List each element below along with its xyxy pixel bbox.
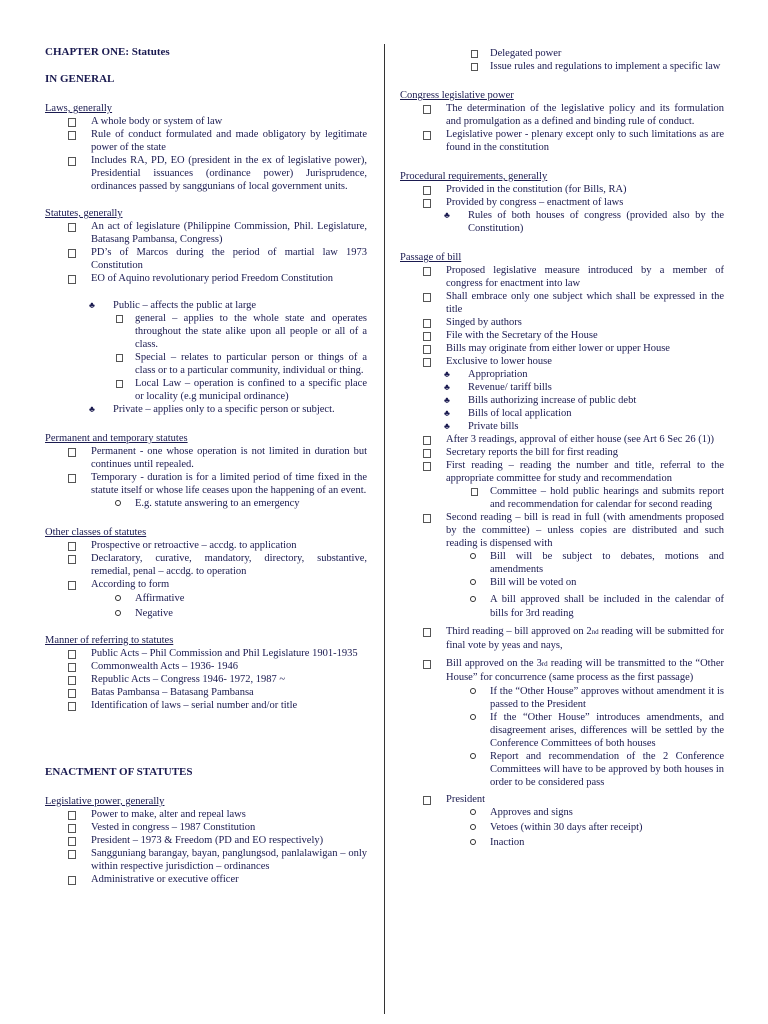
square-bullet-icon: [68, 448, 76, 457]
column-divider: [384, 44, 385, 1014]
list-item: Approves and signs: [400, 806, 724, 819]
list-item: Bills may originate from either lower or upper House: [400, 342, 724, 355]
list-item: EO of Aquino revolutionary period Freedom Constitution: [45, 272, 367, 285]
square-bullet-icon: [423, 186, 431, 195]
square-bullet-icon: [423, 796, 431, 805]
list-item: Public Acts – Phil Commission and Phil Legislature 1901-1935: [45, 647, 367, 660]
club-bullet-icon: ♣: [444, 382, 450, 392]
list-item: Second reading – bill is read in full (with amendments proposed by the committee) – unless copies are distributed and such reading is dispensed with: [400, 511, 724, 550]
club-bullet-icon: ♣: [89, 300, 95, 310]
list-item: ♣ Revenue/ tariff bills: [444, 382, 552, 393]
list-item: First reading – reading the number and title, referral to the appropriate committee for study and recommendation: [400, 459, 724, 485]
list-item: Identification of laws – serial number and/or title: [45, 699, 367, 712]
list-item: Includes RA, PD, EO (president in the ex of legislative power), Presidential issuances (ordinance power) Jurisprudence, ordinances passed by sanggunians of local government units.: [45, 154, 367, 193]
list-item: Vetoes (within 30 days after receipt): [400, 821, 724, 834]
list-item: Third reading – bill approved on 2nd reading will be submitted for final vote by yeas and nays,: [400, 625, 724, 653]
list-item: ♣ Rules of both houses of congress (provided also by the Constitution): [444, 210, 724, 234]
square-bullet-icon: [423, 628, 431, 637]
circle-bullet-icon: [470, 596, 476, 602]
square-bullet-icon: [423, 514, 431, 523]
square-bullet-icon: [423, 267, 431, 276]
square-bullet-icon: [68, 542, 76, 551]
circle-bullet-icon: [470, 809, 476, 815]
square-bullet-icon: [423, 449, 431, 458]
list-item: Report and recommendation of the 2 Conference Committees will have to be approved by both houses in order to be considered pass: [400, 750, 724, 789]
list-item: ♣ Public – affects the public at large: [89, 300, 257, 311]
chapter-title: CHAPTER ONE: Statutes: [45, 46, 170, 58]
list-item: ♣ Private – applies only to a specific person or subject.: [89, 404, 335, 415]
square-bullet-icon: [68, 555, 76, 564]
list-item: ♣ Private bills: [444, 421, 519, 432]
square-bullet-icon: [68, 702, 76, 711]
square-bullet-icon: [68, 663, 76, 672]
list-item: President: [400, 793, 724, 806]
square-bullet-icon: [68, 650, 76, 659]
list-item: E.g. statute answering to an emergency: [45, 497, 367, 510]
circle-bullet-icon: [115, 500, 121, 506]
square-bullet-icon: [68, 811, 76, 820]
square-bullet-icon: [423, 462, 431, 471]
club-bullet-icon: ♣: [444, 210, 450, 220]
congress-power-list: [400, 102, 724, 154]
list-item: If the “Other House” approves without amendment it is passed to the President: [400, 685, 724, 711]
left-column: [45, 40, 367, 886]
legislative-power-list: [45, 808, 367, 886]
square-bullet-icon: [423, 131, 431, 140]
list-item: Power to make, alter and repeal laws: [45, 808, 367, 821]
statutes-generally-heading: Statutes, generally: [45, 208, 123, 219]
list-item: Batas Pambansa – Batasang Pambansa: [45, 686, 367, 699]
passage-list: [400, 264, 724, 849]
list-item: Negative: [45, 607, 367, 620]
list-item: File with the Secretary of the House: [400, 329, 724, 342]
list-item: Administrative or executive officer: [45, 873, 367, 886]
square-bullet-icon: [423, 660, 431, 669]
list-item: Permanent - one whose operation is not limited in duration but continues until repealed.: [45, 445, 367, 471]
list-item: Secretary reports the bill for first reading: [400, 446, 724, 459]
circle-bullet-icon: [470, 553, 476, 559]
square-bullet-icon: [423, 105, 431, 114]
square-bullet-icon: [68, 118, 76, 127]
list-item: Special – relates to particular person or things of a class or to a particular community, individual or thing.: [45, 351, 367, 377]
list-item: Sangguniang barangay, bayan, panglungsod, panlalawigan – only within respective jurisdiction – ordinances: [45, 847, 367, 873]
club-bullet-icon: ♣: [444, 369, 450, 379]
list-item: PD’s of Marcos during the period of martial law 1973 Constitution: [45, 246, 367, 272]
list-item: Delegated power: [400, 47, 724, 60]
square-bullet-icon: [471, 488, 478, 496]
list-item: Temporary - duration is for a limited period of time fixed in the statute itself or whose life ceases upon the happening of an event.: [45, 471, 367, 497]
square-bullet-icon: [68, 850, 76, 859]
square-bullet-icon: [68, 474, 76, 483]
list-item: Commonwealth Acts – 1936- 1946: [45, 660, 367, 673]
square-bullet-icon: [116, 380, 123, 388]
list-item: Bill will be subject to debates, motions and amendments: [400, 550, 724, 576]
square-bullet-icon: [68, 876, 76, 885]
public-private-list: [45, 299, 367, 416]
square-bullet-icon: [68, 223, 76, 232]
square-bullet-icon: [471, 63, 478, 71]
square-bullet-icon: [116, 354, 123, 362]
circle-bullet-icon: [115, 595, 121, 601]
list-item: Affirmative: [45, 592, 367, 605]
circle-bullet-icon: [470, 839, 476, 845]
square-bullet-icon: [68, 689, 76, 698]
manner-referring-heading: Manner of referring to statutes: [45, 635, 174, 646]
laws-generally-heading: Laws, generally: [45, 103, 113, 114]
list-item: Bill approved on the 3rd reading will be transmitted to the “Other House” for concurrence (same process as the first passage): [400, 657, 724, 685]
list-item: Vested in congress – 1987 Constitution: [45, 821, 367, 834]
in-general-heading: IN GENERAL: [45, 73, 115, 85]
circle-bullet-icon: [470, 824, 476, 830]
circle-bullet-icon: [470, 579, 476, 585]
club-bullet-icon: ♣: [444, 395, 450, 405]
square-bullet-icon: [68, 249, 76, 258]
other-classes-list: [45, 539, 367, 620]
list-item: general – applies to the whole state and operates throughout the state alike upon all people or all of a class.: [45, 312, 367, 351]
list-item: President – 1973 & Freedom (PD and EO respectively): [45, 834, 367, 847]
list-item: After 3 readings, approval of either house (see Art 6 Sec 26 (1)): [400, 433, 724, 446]
statutes-generally-list: [45, 220, 367, 285]
circle-bullet-icon: [470, 714, 476, 720]
list-item: If the “Other House” introduces amendments, and disagreement arises, differences will be settled by the Conference Committees of both houses: [400, 711, 724, 750]
list-item: According to form: [45, 578, 367, 591]
list-item: A bill approved shall be included in the calendar of bills for 3rd reading: [400, 593, 724, 621]
list-item: Republic Acts – Congress 1946- 1972, 1987 ~: [45, 673, 367, 686]
square-bullet-icon: [423, 358, 431, 367]
club-bullet-icon: ♣: [444, 408, 450, 418]
list-item: Exclusive to lower house: [400, 355, 724, 368]
circle-bullet-icon: [470, 688, 476, 694]
list-item: Legislative power - plenary except only to such limitations as are found in the constitution: [400, 128, 724, 154]
square-bullet-icon: [423, 199, 431, 208]
square-bullet-icon: [471, 50, 478, 58]
square-bullet-icon: [68, 275, 76, 284]
club-bullet-icon: ♣: [89, 404, 95, 414]
list-item: Local Law – operation is confined to a specific place or locality (e.g municipal ordinance): [45, 377, 367, 403]
list-item: Issue rules and regulations to implement a specific law: [400, 60, 724, 73]
congress-power-heading: Congress legislative power: [400, 90, 514, 101]
club-bullet-icon: ♣: [444, 421, 450, 431]
square-bullet-icon: [68, 581, 76, 590]
list-item: Provided in the constitution (for Bills, RA): [400, 183, 724, 196]
square-bullet-icon: [68, 676, 76, 685]
square-bullet-icon: [423, 293, 431, 302]
square-bullet-icon: [68, 157, 76, 166]
list-item: Shall embrace only one subject which shall be expressed in the title: [400, 290, 724, 316]
list-item: ♣ Bills of local application: [444, 408, 572, 419]
square-bullet-icon: [423, 345, 431, 354]
procedural-heading: Procedural requirements, generally: [400, 171, 548, 182]
list-item: Proposed legislative measure introduced by a member of congress for enactment into law: [400, 264, 724, 290]
permanent-temporary-list: [45, 445, 367, 510]
list-item: The determination of the legislative policy and its formulation and promulgation as a defined and binding rule of conduct.: [400, 102, 724, 128]
square-bullet-icon: [423, 319, 431, 328]
square-bullet-icon: [68, 131, 76, 140]
circle-bullet-icon: [115, 610, 121, 616]
manner-referring-list: [45, 647, 367, 712]
list-item: ♣ Bills authorizing increase of public debt: [444, 395, 637, 406]
delegated-list: [400, 47, 724, 73]
list-item: An act of legislature (Philippine Commission, Phil. Legislature, Batasang Pambansa, Congress): [45, 220, 367, 246]
list-item: Rule of conduct formulated and made obligatory by legitimate power of the state: [45, 128, 367, 154]
list-item: Declaratory, curative, mandatory, directory, substantive, remedial, penal – accdg. to operation: [45, 552, 367, 578]
circle-bullet-icon: [470, 753, 476, 759]
procedural-list: [400, 183, 724, 235]
square-bullet-icon: [423, 436, 431, 445]
list-item: Singed by authors: [400, 316, 724, 329]
permanent-temporary-heading: Permanent and temporary statutes: [45, 433, 188, 444]
enactment-heading: ENACTMENT OF STATUTES: [45, 766, 193, 778]
laws-generally-list: [45, 115, 367, 193]
other-classes-heading: Other classes of statutes: [45, 527, 147, 538]
list-item: Bill will be voted on: [400, 576, 724, 589]
square-bullet-icon: [68, 824, 76, 833]
list-item: Inaction: [400, 836, 724, 849]
passage-heading: Passage of bill: [400, 252, 462, 263]
list-item: ♣ Appropriation: [444, 369, 528, 380]
square-bullet-icon: [423, 332, 431, 341]
square-bullet-icon: [116, 315, 123, 323]
legislative-power-heading: Legislative power, generally: [45, 796, 165, 807]
list-item: Provided by congress – enactment of laws: [400, 196, 724, 209]
list-item: Prospective or retroactive – accdg. to application: [45, 539, 367, 552]
square-bullet-icon: [68, 837, 76, 846]
right-column: [400, 47, 724, 849]
list-item: A whole body or system of law: [45, 115, 367, 128]
list-item: Committee – hold public hearings and submits report and recommendation for calendar for second reading: [400, 485, 724, 511]
